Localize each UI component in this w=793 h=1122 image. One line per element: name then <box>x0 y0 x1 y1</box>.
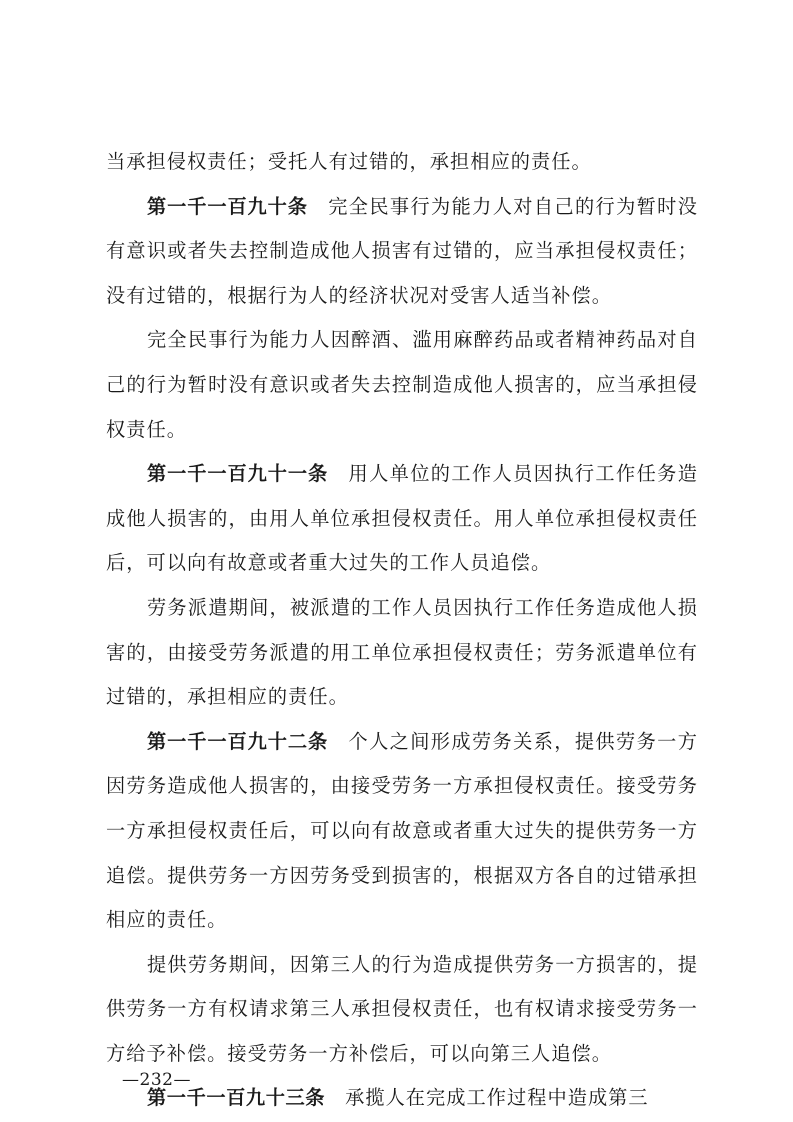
article-heading: 第一千一百九十二条 <box>147 729 329 753</box>
paragraph-text: 完全民事行为能力人因醉酒、滥用麻醉药品或者精神药品对自己的行为暂时没有意识或者失去控制造成他人损害的，应当承担侵权责任。 <box>106 328 698 441</box>
page-number: —232— <box>122 1070 191 1090</box>
paragraph-1190-2 <box>106 318 698 452</box>
article-1191 <box>106 452 698 586</box>
article-heading: 第一千一百九十一条 <box>147 462 329 486</box>
article-heading: 第一千一百九十三条 <box>147 1086 326 1110</box>
article-heading: 第一千一百九十条 <box>147 194 308 218</box>
article-1190 <box>106 185 698 319</box>
paragraph-continuation <box>106 140 698 185</box>
article-text: 完全民事行为能力人对自己的行为暂时没有意识或者失去控制造成他人损害有过错的，应当承担侵权责任；没有过错的，根据行为人的经济状况对受害人适当补偿。 <box>106 194 698 307</box>
article-text: 个人之间形成劳务关系，提供劳务一方因劳务造成他人损害的，由接受劳务一方承担侵权责任。接受劳务一方承担侵权责任后，可以向有故意或者重大过失的提供劳务一方追偿。提供劳务一方因劳务受到损害的，根据双方各自的过错承担相应的责任。 <box>106 729 698 932</box>
paragraph-text: 劳务派遣期间，被派遣的工作人员因执行工作任务造成他人损害的，由接受劳务派遣的用工单位承担侵权责任；劳务派遣单位有过错的，承担相应的责任。 <box>106 595 698 709</box>
article-1193 <box>106 1076 698 1121</box>
article-1192 <box>106 720 698 943</box>
article-text: 承揽人在完成工作过程中造成第三 <box>345 1086 649 1110</box>
paragraph-1192-2 <box>106 943 698 1077</box>
paragraph-text: 当承担侵权责任；受托人有过错的，承担相应的责任。 <box>106 150 592 173</box>
paragraph-text: 提供劳务期间，因第三人的行为造成提供劳务一方损害的，提供劳务一方有权请求第三人承担侵权责任，也有权请求接受劳务一方给予补偿。接受劳务一方补偿后，可以向第三人追偿。 <box>106 952 698 1065</box>
paragraph-1191-2 <box>106 586 698 720</box>
article-text: 用人单位的工作人员因执行工作任务造成他人损害的，由用人单位承担侵权责任。用人单位承担侵权责任后，可以向有故意或者重大过失的工作人员追偿。 <box>106 462 698 575</box>
page-body <box>106 140 698 1121</box>
